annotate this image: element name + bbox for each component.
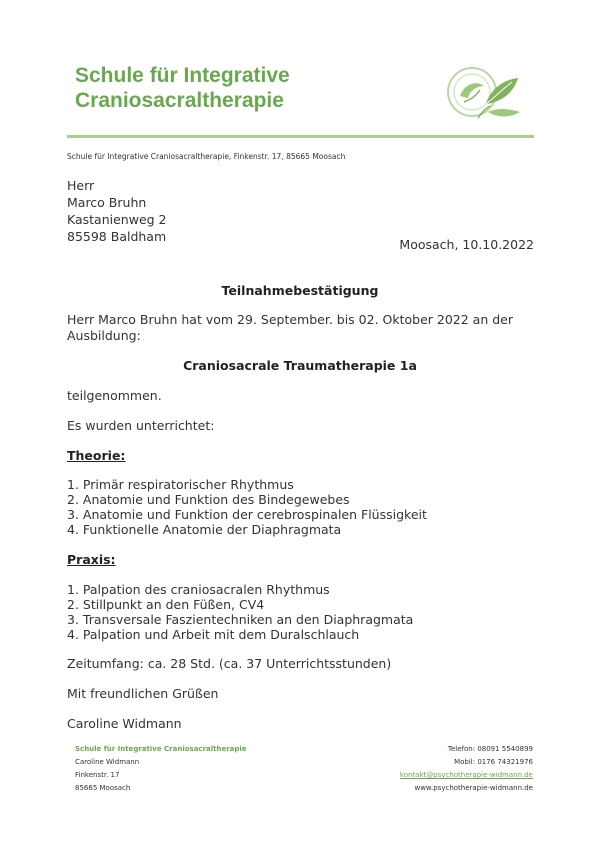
sender-line: Schule für Integrative Craniosacraltherapie, Finkenstr. 17, 85665 Moosach bbox=[67, 152, 346, 161]
participated-text: teilgenommen. bbox=[67, 388, 162, 403]
scope-text: Zeitumfang: ca. 28 Std. (ca. 37 Unterrichtsstunden) bbox=[67, 656, 392, 671]
header-divider bbox=[67, 135, 534, 138]
list-item: 3. Transversale Faszientechniken an den Diaphragmata bbox=[67, 612, 414, 627]
footer-web: www.psychotherapie-widmann.de bbox=[414, 784, 533, 792]
course-title: Craniosacrale Traumatherapie 1a bbox=[183, 358, 417, 373]
footer-person: Caroline Widmann bbox=[75, 758, 140, 766]
closing-text: Mit freundlichen Grüßen bbox=[67, 686, 219, 701]
footer-org: Schule für Integrative Craniosacraltherapie bbox=[75, 745, 247, 753]
recipient-address bbox=[67, 177, 167, 245]
footer-street: Finkenstr. 17 bbox=[75, 771, 120, 779]
practice-heading: Praxis: bbox=[67, 552, 116, 567]
footer-contact bbox=[400, 743, 533, 795]
school-title-line2: Craniosacraltherapie bbox=[75, 89, 284, 112]
footer-mobile: Mobil: 0176 74321976 bbox=[454, 758, 533, 766]
school-title bbox=[75, 63, 290, 113]
intro-line2: Ausbildung: bbox=[67, 328, 141, 343]
footer-address bbox=[75, 743, 247, 795]
list-item: 4. Funktionelle Anatomie der Diaphragmata bbox=[67, 522, 342, 537]
intro-text bbox=[67, 312, 513, 344]
subject-heading: Teilnahmebestätigung bbox=[221, 283, 379, 298]
list-item: 3. Anatomie und Funktion der cerebrospinalen Flüssigkeit bbox=[67, 507, 427, 522]
recipient-street: Kastanienweg 2 bbox=[67, 212, 167, 227]
letter-date: Moosach, 10.10.2022 bbox=[399, 237, 534, 252]
practice-list bbox=[67, 582, 413, 642]
list-item: 4. Palpation und Arbeit mit dem Duralschlauch bbox=[67, 627, 360, 642]
list-item: 1. Palpation des craniosacralen Rhythmus bbox=[67, 582, 330, 597]
recipient-name: Marco Bruhn bbox=[67, 195, 147, 210]
school-title-line1: Schule für Integrative bbox=[75, 64, 290, 87]
leaf-logo-icon bbox=[440, 62, 530, 124]
theory-heading: Theorie: bbox=[67, 448, 126, 463]
list-item: 1. Primär respiratorischer Rhythmus bbox=[67, 477, 294, 492]
list-item: 2. Stillpunkt an den Füßen, CV4 bbox=[67, 597, 265, 612]
footer-phone: Telefon: 08091 5540899 bbox=[447, 745, 533, 753]
list-item: 2. Anatomie und Funktion des Bindegewebes bbox=[67, 492, 350, 507]
recipient-city: 85598 Baldham bbox=[67, 229, 167, 244]
footer-city: 85665 Moosach bbox=[75, 784, 131, 792]
taught-intro-text: Es wurden unterrichtet: bbox=[67, 418, 215, 433]
theory-list bbox=[67, 477, 427, 537]
signature-name: Caroline Widmann bbox=[67, 716, 182, 731]
intro-line1: Herr Marco Bruhn hat vom 29. September. bis 02. Oktober 2022 an der bbox=[67, 312, 513, 327]
footer-email-link[interactable]: kontakt@psychotherapie-widmann.de bbox=[399, 771, 533, 779]
recipient-salutation: Herr bbox=[67, 178, 95, 193]
